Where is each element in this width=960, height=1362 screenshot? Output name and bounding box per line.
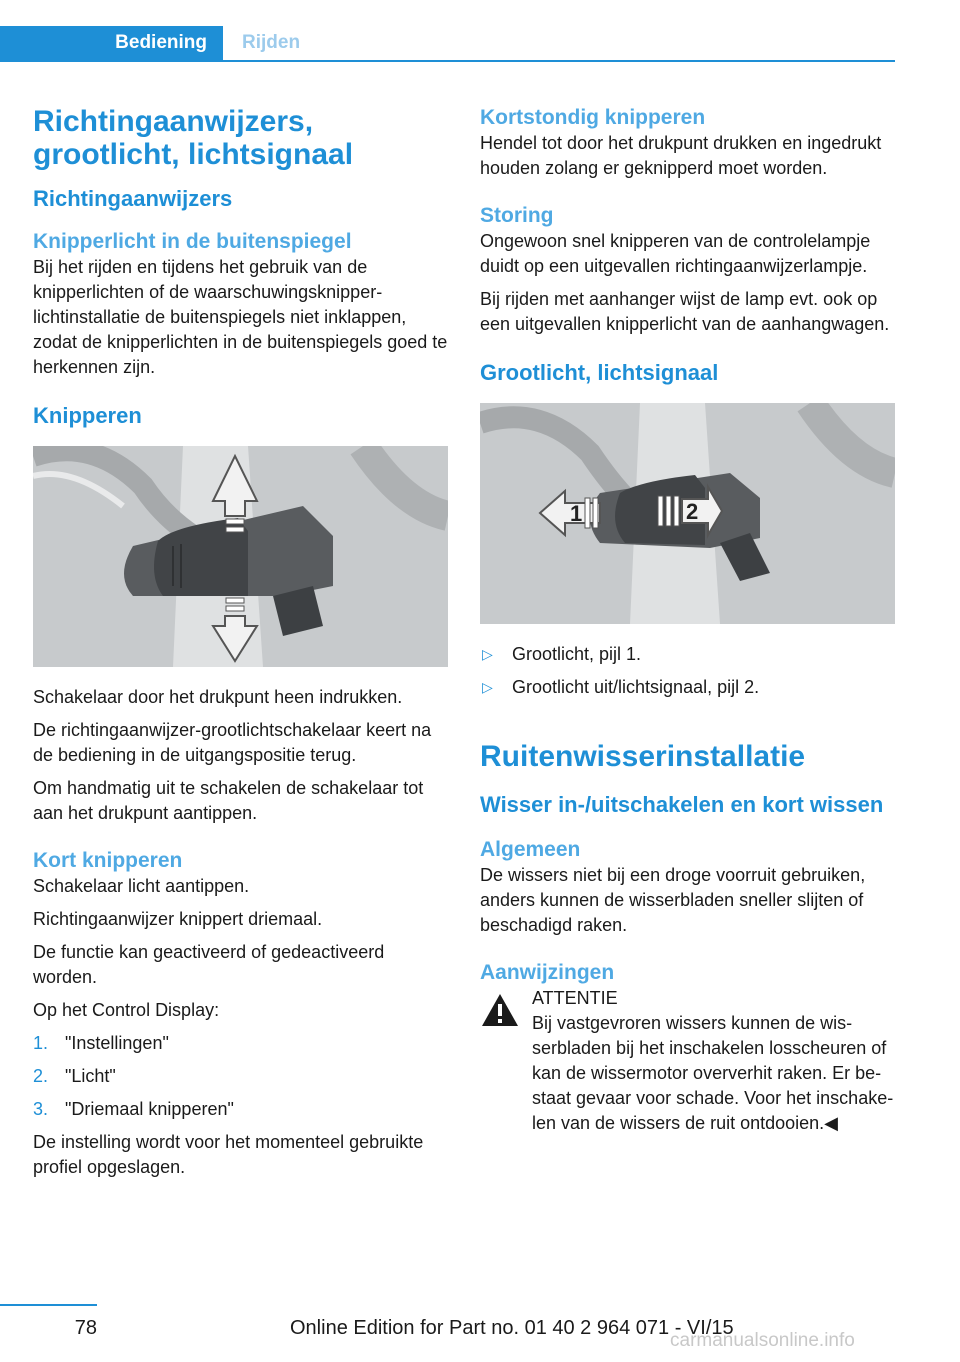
heading-knipperlicht: Knipperlicht in de buitenspiegel: [33, 230, 352, 253]
heading-aanwijzingen: Aanwijzingen: [480, 961, 615, 984]
paragraph-control-display: Op het Control Display:: [33, 1000, 220, 1020]
warning-block: [480, 986, 895, 1136]
watermark: carmanualsonline.info: [670, 1330, 855, 1351]
heading-grootlicht: Grootlicht, lichtsignaal: [480, 360, 719, 385]
footer-rule: [0, 1304, 97, 1306]
paragraph-knipperlicht: Bij het rijden en tijdens het gebruik van de knipperlichten of de waarschuwingsknipperlichtinstallatie de buitenspiegels niet inklappen, zodat de knipperlichten in de buitenspiegels goed te herkennen zijn.: [33, 257, 448, 377]
settings-steps-list: [33, 1031, 448, 1122]
warning-triangle-icon: [480, 992, 520, 1028]
arrow-1-label: 1: [570, 501, 583, 526]
paragraph-aanhanger: Bij rijden met aanhanger wijst de lamp evt. ook op een uitgevallen knipperlicht van de aanhangwagen.: [480, 289, 890, 334]
list-item: 2. "Licht": [33, 1066, 116, 1086]
tab-rijden[interactable]: Rijden: [242, 32, 301, 53]
list-item: ▷ Grootlicht uit/lichtsignaal, pijl 2.: [480, 675, 895, 700]
paragraph-opgeslagen: De instelling wordt voor het momenteel gebruikte profiel opgeslagen.: [33, 1132, 424, 1177]
paragraph-driemaal: Richtingaanwijzer knippert driemaal.: [33, 909, 323, 929]
stalk-up-down-illustration: [33, 446, 448, 667]
heading-storing: Storing: [480, 204, 554, 227]
heading-richtingaanwijzers: Richtingaanwijzers: [33, 186, 233, 211]
grootlicht-list: [480, 642, 895, 700]
paragraph-keert: De richtingaanwijzer-grootlichtschakelaar keert na de bediening in de uitgangspositie terug.: [33, 720, 432, 765]
heading-kortstondig: Kortstondig knipperen: [480, 106, 706, 129]
left-column: [33, 105, 448, 1188]
heading-algemeen: Algemeen: [480, 838, 581, 861]
list-item: 3. "Driemaal knipperen": [33, 1099, 234, 1119]
heading-kort-knipperen: Kort knipperen: [33, 849, 183, 872]
triangle-bullet-icon: ▷: [482, 646, 493, 662]
list-item: 1. "Instellingen": [33, 1033, 169, 1053]
heading-ruitenwisser: Ruitenwisserinstallatie: [480, 740, 806, 773]
paragraph-schakelaar: Schakelaar door het drukpunt heen indrukken.: [33, 687, 403, 707]
arrow-2-label: 2: [686, 499, 699, 524]
heading-wisser: Wisser in-/uitschakelen en kort wissen: [480, 792, 884, 817]
right-column: [480, 105, 895, 1136]
paragraph-licht: Schakelaar licht aantippen.: [33, 876, 250, 896]
paragraph-algemeen: De wissers niet bij een droge voorruit gebruiken, anders kunnen de wisserbladen sneller slijten of beschadigd raken.: [480, 865, 866, 935]
paragraph-hendel: Hendel tot door het drukpunt drukken en ingedrukt houden zolang er geknipperd moet worden.: [480, 133, 882, 178]
section-tab-bar: [0, 26, 895, 62]
paragraph-handmatig: Om handmatig uit te schakelen de schakelaar tot aan het drukpunt aantippen.: [33, 778, 424, 823]
page-number: 78: [74, 1317, 97, 1339]
paragraph-functie: De functie kan geactiveerd of gedeactiveerd worden.: [33, 942, 385, 987]
warning-title: ATTENTIE: [532, 988, 618, 1008]
tab-bediening[interactable]: Bediening: [0, 26, 223, 60]
warning-text: Bij vastgevroren wissers kunnen de wisserbladen bij het inschakelen losscheuren of kan de wissermotor oververhit raken. Er bestaat gevaar voor schade. Voor het inschakelen van de wissers de ruit ontdooien.◀: [532, 1013, 894, 1133]
paragraph-ongewoon: Ongewoon snel knipperen van de controlelampje duidt op een uitgevallen richtingaanwijzerlampje.: [480, 231, 871, 276]
edition-text: Online Edition for Part no. 01 40 2 964 071 - VI/15: [290, 1317, 734, 1339]
triangle-bullet-icon: ▷: [482, 679, 493, 695]
heading-knipperen: Knipperen: [33, 403, 142, 428]
list-item: ▷ Grootlicht, pijl 1.: [480, 642, 895, 667]
section-title: Richtingaanwijzers, grootlicht, lichtsignaal: [33, 105, 354, 171]
stalk-forward-back-illustration: [480, 403, 895, 624]
